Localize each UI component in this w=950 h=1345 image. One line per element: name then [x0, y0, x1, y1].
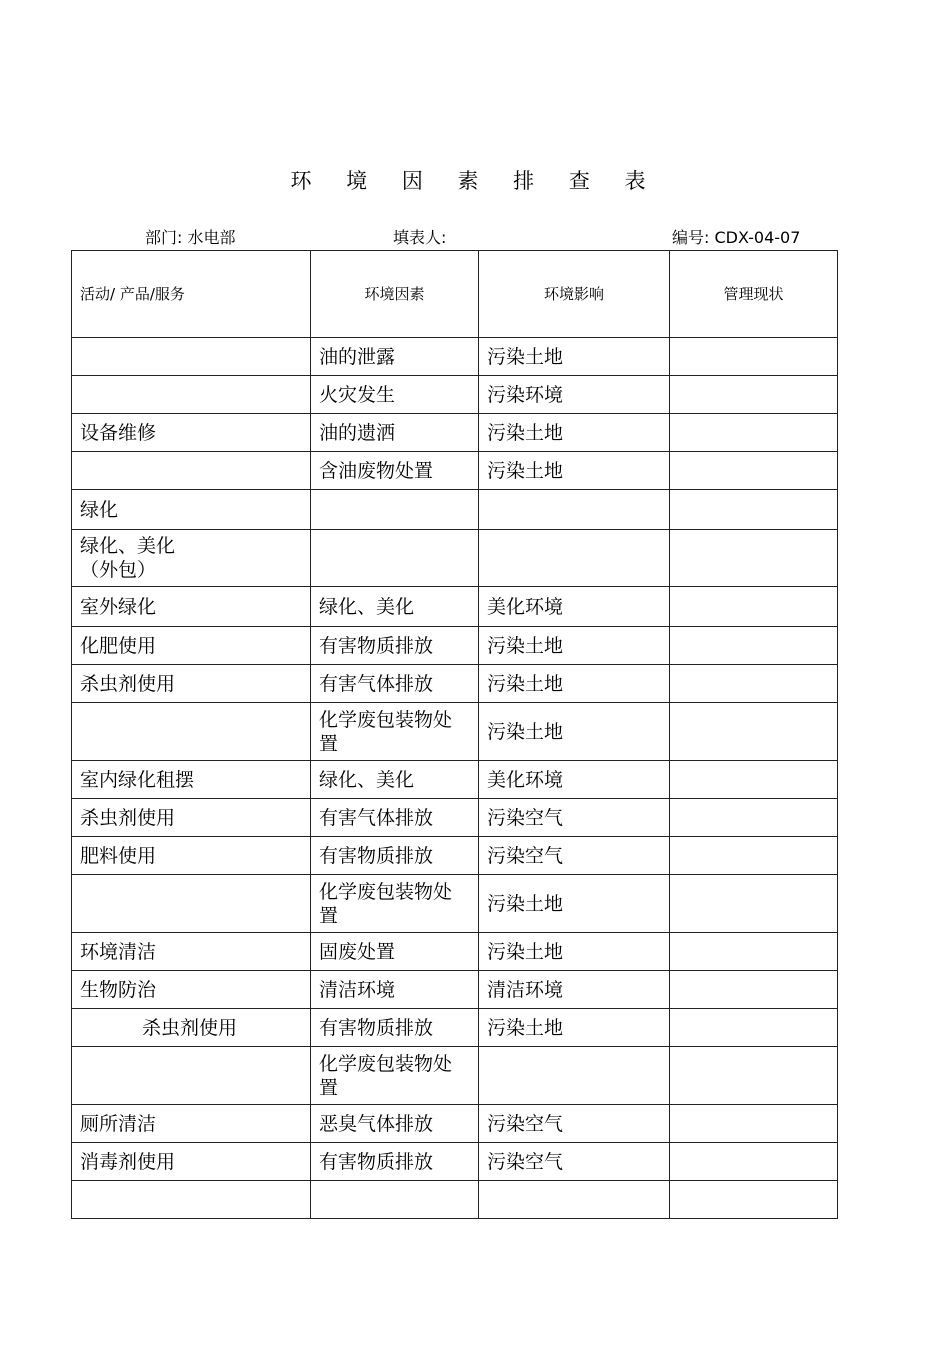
cell-activity: 杀虫剂使用	[72, 665, 311, 703]
cell-status	[670, 1105, 838, 1143]
header-activity: 活动/ 产品/服务	[72, 251, 311, 338]
cell-impact: 污染空气	[479, 799, 670, 837]
cell-activity: 室外绿化	[72, 587, 311, 627]
cell-status	[670, 761, 838, 799]
cell-activity: 绿化、美化 （外包）	[72, 530, 311, 587]
cell-impact	[479, 530, 670, 587]
cell-activity	[72, 452, 311, 490]
table-row	[72, 452, 838, 490]
table-row	[72, 587, 838, 627]
table-row	[72, 933, 838, 971]
header-impact: 环境影响	[479, 251, 670, 338]
table-row	[72, 1047, 838, 1105]
cell-impact: 污染土地	[479, 414, 670, 452]
cell-factor	[311, 490, 479, 530]
cell-status	[670, 665, 838, 703]
cell-impact: 美化环境	[479, 761, 670, 799]
table-row	[72, 875, 838, 933]
cell-factor: 有害物质排放	[311, 837, 479, 875]
cell-factor: 有害物质排放	[311, 627, 479, 665]
cell-status	[670, 837, 838, 875]
cell-activity: 消毒剂使用	[72, 1143, 311, 1181]
cell-activity: 室内绿化租摆	[72, 761, 311, 799]
table-row	[72, 761, 838, 799]
table-row	[72, 1143, 838, 1181]
cell-status	[670, 1047, 838, 1105]
page-title: 环 境 因 素 排 查 表	[290, 169, 660, 193]
cell-activity: 杀虫剂使用	[72, 1009, 311, 1047]
cell-impact: 污染土地	[479, 1009, 670, 1047]
cell-activity	[72, 1047, 311, 1105]
cell-factor: 绿化、美化	[311, 761, 479, 799]
cell-factor: 绿化、美化	[311, 587, 479, 627]
filler-label: 填表人:	[393, 228, 447, 247]
cell-factor: 有害气体排放	[311, 799, 479, 837]
table-row	[72, 703, 838, 761]
table-row	[72, 338, 838, 376]
cell-status	[670, 971, 838, 1009]
cell-status	[670, 376, 838, 414]
table-row	[72, 1105, 838, 1143]
cell-activity	[72, 376, 311, 414]
cell-impact	[479, 1181, 670, 1219]
cell-impact: 污染空气	[479, 1143, 670, 1181]
cell-status	[670, 338, 838, 376]
cell-impact: 污染空气	[479, 1105, 670, 1143]
cell-status	[670, 1181, 838, 1219]
table-row	[72, 490, 838, 530]
header-status: 管理现状	[670, 251, 838, 338]
header-factor: 环境因素	[311, 251, 479, 338]
cell-impact: 美化环境	[479, 587, 670, 627]
cell-activity: 绿化	[72, 490, 311, 530]
cell-activity	[72, 875, 311, 933]
table-row	[72, 837, 838, 875]
cell-status	[670, 627, 838, 665]
cell-status	[670, 933, 838, 971]
table-row	[72, 627, 838, 665]
table-row	[72, 971, 838, 1009]
cell-activity: 杀虫剂使用	[72, 799, 311, 837]
cell-impact: 污染土地	[479, 933, 670, 971]
cell-impact: 污染土地	[479, 627, 670, 665]
cell-activity	[72, 703, 311, 761]
table-header-row	[72, 251, 838, 338]
cell-impact: 污染土地	[479, 665, 670, 703]
table-row	[72, 799, 838, 837]
table-row	[72, 530, 838, 587]
cell-factor: 含油废物处置	[311, 452, 479, 490]
cell-impact: 清洁环境	[479, 971, 670, 1009]
cell-activity: 设备维修	[72, 414, 311, 452]
table-row	[72, 1181, 838, 1219]
cell-activity: 生物防治	[72, 971, 311, 1009]
cell-factor	[311, 1181, 479, 1219]
cell-impact: 污染土地	[479, 338, 670, 376]
table-row	[72, 376, 838, 414]
cell-factor: 化学废包装物处置	[311, 703, 479, 761]
cell-activity: 肥料使用	[72, 837, 311, 875]
cell-status	[670, 875, 838, 933]
cell-impact: 污染土地	[479, 703, 670, 761]
cell-factor: 油的泄露	[311, 338, 479, 376]
cell-status	[670, 587, 838, 627]
cell-impact	[479, 490, 670, 530]
cell-factor: 恶臭气体排放	[311, 1105, 479, 1143]
cell-factor	[311, 530, 479, 587]
cell-activity: 环境清洁	[72, 933, 311, 971]
department-label: 部门: 水电部	[145, 228, 236, 247]
cell-activity	[72, 1181, 311, 1219]
cell-factor: 清洁环境	[311, 971, 479, 1009]
table-row	[72, 414, 838, 452]
cell-impact: 污染土地	[479, 452, 670, 490]
cell-factor: 有害物质排放	[311, 1009, 479, 1047]
cell-impact	[479, 1047, 670, 1105]
cell-status	[670, 799, 838, 837]
cell-status	[670, 452, 838, 490]
cell-factor: 火灾发生	[311, 376, 479, 414]
cell-impact: 污染空气	[479, 837, 670, 875]
environmental-factors-table	[71, 250, 838, 1219]
cell-activity: 厕所清洁	[72, 1105, 311, 1143]
cell-factor: 化学废包装物处置	[311, 875, 479, 933]
table-row	[72, 1009, 838, 1047]
cell-impact: 污染土地	[479, 875, 670, 933]
document-code: 编号: CDX-04-07	[672, 228, 801, 247]
cell-factor: 固废处置	[311, 933, 479, 971]
cell-activity	[72, 338, 311, 376]
cell-activity: 化肥使用	[72, 627, 311, 665]
cell-status	[670, 414, 838, 452]
cell-status	[670, 530, 838, 587]
cell-factor: 有害物质排放	[311, 1143, 479, 1181]
cell-status	[670, 1009, 838, 1047]
cell-factor: 有害气体排放	[311, 665, 479, 703]
cell-status	[670, 1143, 838, 1181]
cell-status	[670, 703, 838, 761]
cell-impact: 污染环境	[479, 376, 670, 414]
table-row	[72, 665, 838, 703]
cell-status	[670, 490, 838, 530]
cell-factor: 化学废包装物处置	[311, 1047, 479, 1105]
cell-factor: 油的遗洒	[311, 414, 479, 452]
